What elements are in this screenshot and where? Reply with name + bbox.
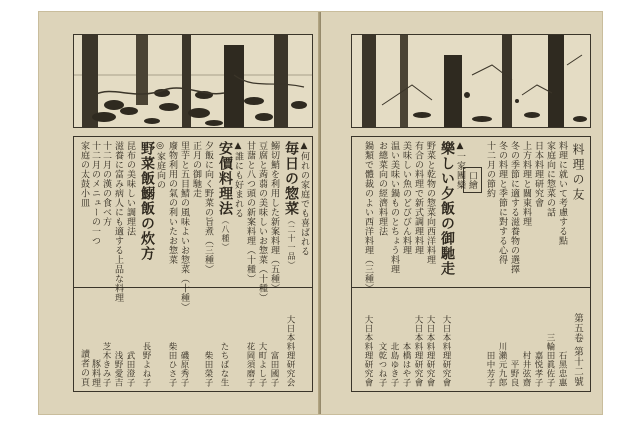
toc-author: 村井弦齋 bbox=[521, 351, 531, 387]
toc-entry: 美味しい魚のどびびん料理 bbox=[401, 141, 411, 255]
right-contents-box bbox=[351, 136, 591, 392]
toc-author: 柴田ひさ子 bbox=[167, 342, 177, 387]
toc-author: 平野良 bbox=[509, 360, 519, 387]
toc-entry: 温い美味い鍋ものとちょう料理 bbox=[389, 141, 399, 274]
frontispiece-entry: 十二月の節約 bbox=[485, 141, 495, 198]
toc-entry: 正月の御馳走 bbox=[191, 141, 201, 198]
toc-author: 磯原秀子 bbox=[179, 351, 189, 387]
toc-entry: お總菜向の經濟料理法 bbox=[377, 141, 387, 236]
frontispiece-entry: 冬の料理と季節に對する心得 bbox=[497, 141, 507, 265]
divider bbox=[352, 287, 590, 288]
toc-author: 田中芳子 bbox=[485, 351, 495, 387]
toc-entry: 廢物利用の氣の利いたお惣菜 bbox=[167, 141, 177, 265]
toc-author: 文乾つね子 bbox=[377, 342, 387, 387]
frontispiece-entry: 冬の季節に適する滋養物の選擇 bbox=[509, 141, 519, 274]
toc-entry: 讀者の頁 bbox=[79, 349, 89, 387]
toc-author: 嘉悦孝子 bbox=[533, 351, 543, 387]
toc-author: 北島ゆき子 bbox=[389, 342, 399, 387]
frontispiece-label: 口繪 bbox=[463, 167, 482, 193]
toc-entry: 安價料理法（八種） bbox=[217, 141, 233, 252]
toc-author: 石黑忠惠 bbox=[557, 351, 567, 387]
toc-author: 武田澄子 bbox=[125, 351, 135, 387]
toc-author: 本橋はや子 bbox=[401, 342, 411, 387]
frontispiece-entry: 日本料理研究會 bbox=[533, 141, 543, 208]
toc-author: たちばな生 bbox=[219, 342, 229, 387]
toc-entry: 里芋と五目鯖の風味よいお惣菜（十種） bbox=[179, 141, 189, 312]
toc-author: 柴田榮子 bbox=[203, 351, 213, 387]
toc-author: 大日本料理研究會 bbox=[363, 315, 373, 387]
toc-entry: 十二月の漢の食べ方 bbox=[101, 141, 111, 227]
toc-author: 大日本料理研究會 bbox=[425, 315, 435, 387]
toc-author: 三輪田眞佐子 bbox=[545, 333, 555, 387]
toc-entry: 夕飯に向く野菜の旨煮（三種） bbox=[203, 141, 213, 274]
toc-author: 大町よし子 bbox=[257, 342, 267, 387]
toc-entry: 昆布の美味しい調理法 bbox=[125, 141, 135, 236]
toc-entry: 甘藷と八つ頭の新案料理（十種） bbox=[245, 141, 255, 284]
toc-author: 大日本料理研究會 bbox=[441, 315, 451, 387]
toc-author: 川瀨元九郎 bbox=[497, 342, 507, 387]
toc-entry: 樂しい夕飯の御馳走 bbox=[439, 141, 455, 276]
toc-entry: 野菜飯鰯飯の炊方 bbox=[139, 141, 155, 261]
frontispiece-entry: 上方料理と關東料理 bbox=[521, 141, 531, 227]
toc-entry: ▲誰にも好まれる bbox=[233, 141, 243, 218]
toc-entry: ◎家庭向の bbox=[155, 141, 165, 190]
toc-entry: 豚料理 bbox=[90, 358, 100, 387]
magazine-title: 料理の友 bbox=[571, 143, 585, 203]
frontispiece-entry: 家庭向に惣菜の話 bbox=[545, 141, 555, 217]
frontispiece-entry: 料理に就いて考慮する點 bbox=[557, 141, 567, 246]
toc-entry: 毎日の惣菜（二十一品） bbox=[283, 141, 299, 270]
toc-entry: ▲何れの家庭でも喜ばれる bbox=[299, 141, 309, 256]
toc-author: 芝木きみ子 bbox=[101, 342, 111, 387]
left-contents-box bbox=[73, 136, 313, 392]
toc-author: 浅野愛吉 bbox=[113, 351, 123, 387]
toc-entry: 鰯切鮹を利用した新案料理（五種） bbox=[269, 141, 279, 293]
toc-entry: 滋養に富み病人にも適する上品な料理 bbox=[113, 141, 123, 303]
toc-entry: 有合の料理で新式調理料理 bbox=[413, 141, 423, 255]
issue-number: 第五卷 第十二號 bbox=[572, 313, 583, 387]
toc-entry: 十二月のメニューの一つ bbox=[90, 141, 100, 246]
left-page bbox=[39, 12, 320, 414]
toc-author: 大日本料理研究会 bbox=[285, 315, 295, 387]
forest-illustration-right bbox=[351, 34, 591, 128]
toc-author: 花岡須磨子 bbox=[245, 342, 255, 387]
toc-entry: 家庭の太鼓小皿 bbox=[79, 141, 89, 208]
toc-entry: 鍋類で體裁のよい西洋料理（三種） bbox=[363, 141, 373, 293]
toc-author: 大日本料理研究會 bbox=[413, 315, 423, 387]
toc-entry: ▲一家團欒 bbox=[455, 141, 465, 190]
magazine-spread bbox=[39, 12, 602, 414]
tree-scene-svg bbox=[74, 35, 312, 127]
toc-author: 長野よね子 bbox=[141, 342, 151, 387]
toc-entry: 豆腐と蒟蒻の美味しいお惣菜（十種） bbox=[257, 141, 267, 303]
tree-scene-svg bbox=[352, 35, 590, 127]
toc-entry: 野菜と乾物の惣菜向西洋料理 bbox=[425, 141, 435, 265]
toc-author: 富田國子 bbox=[269, 351, 279, 387]
right-page bbox=[321, 12, 602, 414]
forest-illustration-left bbox=[73, 34, 313, 128]
